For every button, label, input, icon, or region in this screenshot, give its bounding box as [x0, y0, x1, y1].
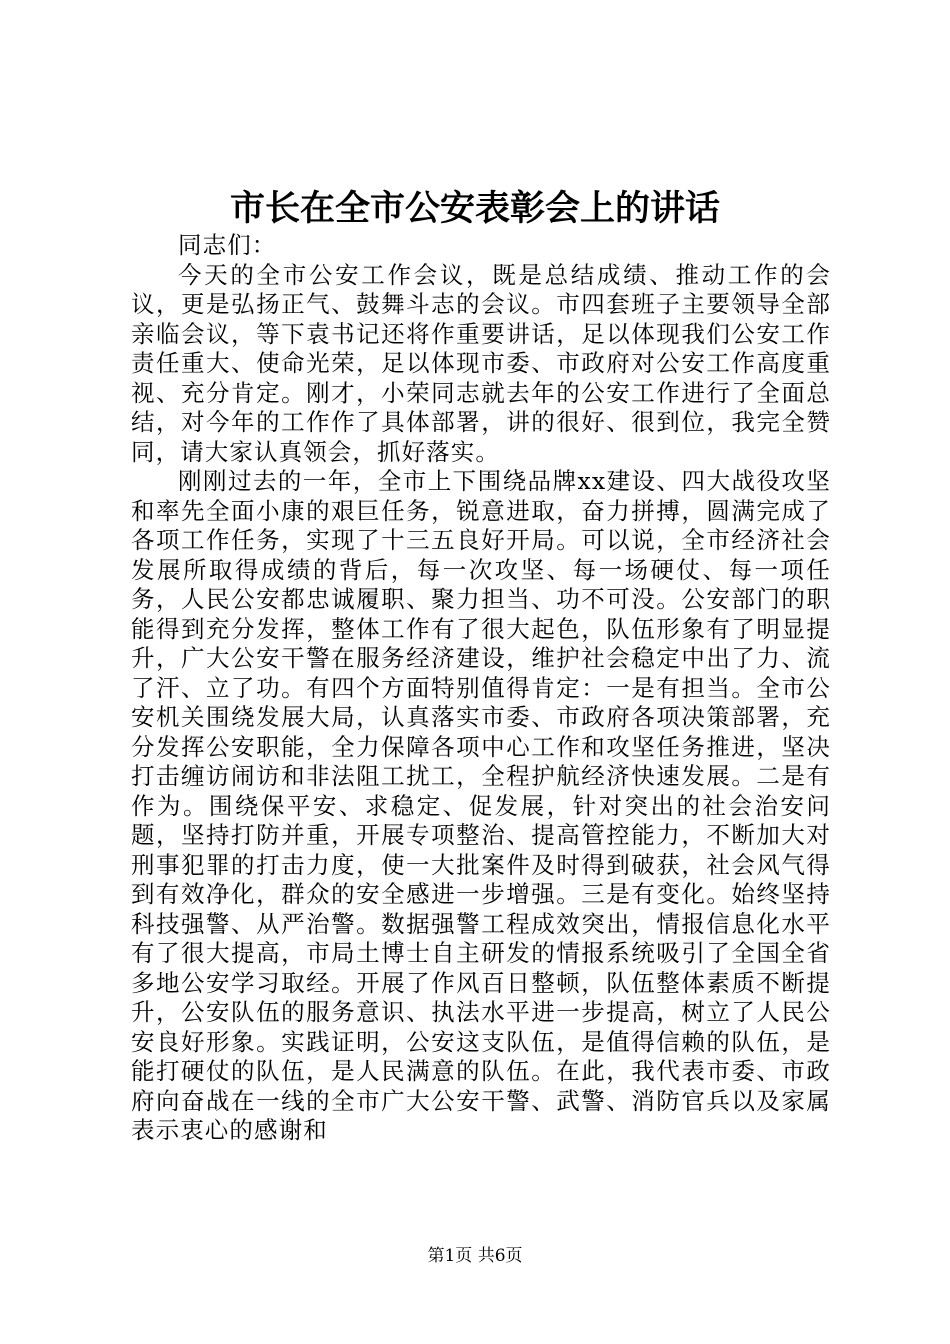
document-title: 市长在全市公安表彰会上的讲话: [229, 188, 720, 229]
paragraph-1: 今天的全市公安工作会议，既是总结成绩、推动工作的会议，更是弘扬正气、鼓舞斗志的会议。市四套班子主要领导全部亲临会议，等下袁书记还将作重要讲话，足以体现我们公安工作责任重大、使命光荣，足以体现市委、市政府对公安工作高度重视、充分肯定。刚才，小荣同志就去年的公安工作进行了全面总结，对今年的工作作了具体部署，讲的很好、很到位，我完全赞同，请大家认真领会，抓好落实。: [131, 260, 831, 466]
document-body: [131, 231, 831, 1146]
paragraph-2: 刚刚过去的一年，全市上下围绕品牌xx建设、四大战役攻坚和率先全面小康的艰巨任务，锐意进取，奋力拼搏，圆满完成了各项工作任务，实现了十三五良好开局。可以说，全市经济社会发展所取得成绩的背后，每一次攻坚、每一场硬仗、每一项任务，人民公安都忠诚履职、聚力担当、功不可没。公安部门的职能得到充分发挥，整体工作有了很大起色，队伍形象有了明显提升，广大公安干警在服务经济建设，维护社会稳定中出了力、流了汗、立了功。有四个方面特别值得肯定：一是有担当。全市公安机关围绕发展大局，认真落实市委、市政府各项决策部署，充分发挥公安职能，全力保障各项中心工作和攻坚任务推进，坚决打击缠访闹访和非法阻工扰工，全程护航经济快速发展。二是有作为。围绕保平安、求稳定、促发展，针对突出的社会治安问题，坚持打防并重，开展专项整治、提高管控能力，不断加大对刑事犯罪的打击力度，使一大批案件及时得到破获，社会风气得到有效净化，群众的安全感进一步增强。三是有变化。始终坚持科技强警、从严治警。数据强警工程成效突出，情报信息化水平有了很大提高，市局土博士自主研发的情报系统吸引了全国全省多地公安学习取经。开展了作风百日整顿，队伍整体素质不断提升，公安队伍的服务意识、执法水平进一步提高，树立了人民公安良好形象。实践证明，公安这支队伍，是值得信赖的队伍，是能打硬仗的队伍，是人民满意的队伍。在此，我代表市委、市政府向奋战在一线的全市广大公安干警、武警、消防官兵以及家属表示衷心的感谢和: [131, 467, 831, 1144]
salutation: 同志们：: [178, 231, 277, 259]
page-number-footer: 第1页 共6页: [427, 1246, 523, 1266]
